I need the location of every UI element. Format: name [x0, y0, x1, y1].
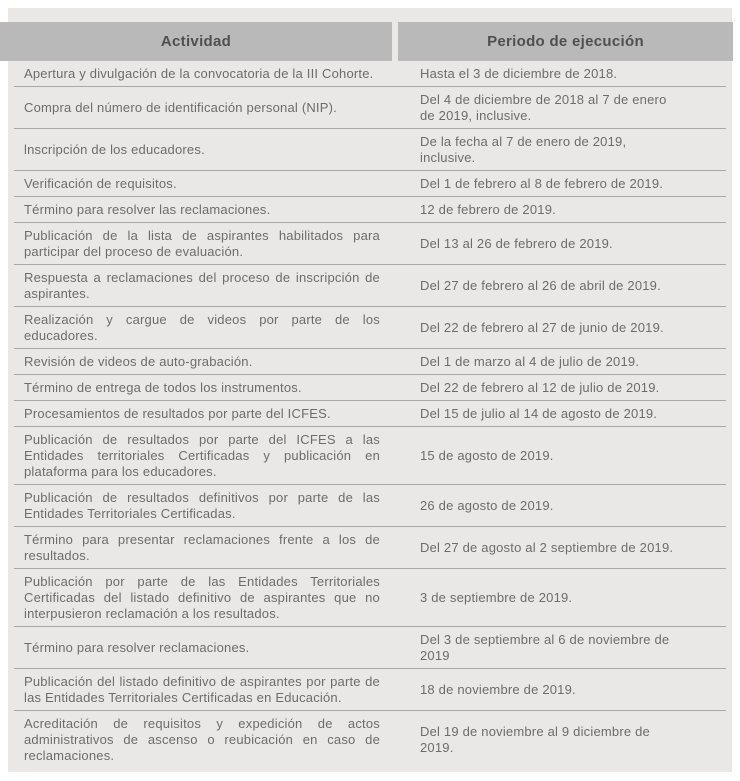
table-row [14, 527, 726, 569]
period-text: Del 27 de agosto al 2 septiembre de 2019. [420, 540, 674, 555]
period-cell [388, 320, 726, 336]
period-cell [388, 202, 726, 218]
period-cell [388, 176, 726, 192]
period-text: Del 22 de febrero al 27 de junio de 2019. [420, 320, 664, 335]
period-cell [388, 682, 726, 698]
period-cell [388, 278, 726, 294]
table-row [14, 349, 726, 375]
activity-cell: Término para resolver reclamaciones. [24, 640, 250, 655]
table-row [14, 401, 726, 427]
activity-cell: Respuesta a reclamaciones del proceso de inscripción de aspirantes. [24, 270, 380, 301]
table-row [14, 265, 726, 307]
period-cell [388, 406, 726, 422]
table-row [14, 307, 726, 349]
activity-cell: Publicación del listado definitivo de aspirantes por parte de las Entidades Territoriales Certificadas en Educación. [24, 674, 380, 705]
period-text: De la fecha al 7 de enero de 2019, inclusive. [420, 134, 627, 165]
period-text: Del 27 de febrero al 26 de abril de 2019. [420, 278, 661, 293]
table-row [14, 569, 726, 627]
period-text: Hasta el 3 de diciembre de 2018. [420, 66, 618, 81]
period-text: Del 15 de julio al 14 de agosto de 2019. [420, 406, 658, 421]
period-cell [388, 236, 726, 252]
period-text: 3 de septiembre de 2019. [420, 590, 573, 605]
period-text: Del 22 de febrero al 12 de julio de 2019. [420, 380, 660, 395]
table-row [14, 375, 726, 401]
period-cell [388, 354, 726, 370]
period-text: Del 4 de diciembre de 2018 al 7 de enero de 2019, inclusive. [420, 92, 667, 123]
table-header-row [0, 22, 733, 61]
activity-cell: Término para resolver las reclamaciones. [24, 202, 271, 217]
period-cell [388, 380, 726, 396]
activity-cell: Procesamientos de resultados por parte del ICFES. [24, 406, 331, 421]
period-text: Del 3 de septiembre al 6 de noviembre de 2019 [420, 632, 670, 663]
activity-cell: Realización y cargue de videos por parte de los educadores. [24, 312, 380, 343]
activity-cell: Publicación de la lista de aspirantes habilitados para participar del proceso de evaluación. [24, 228, 380, 259]
activity-cell: Apertura y divulgación de la convocatoria de la III Cohorte. [24, 66, 374, 81]
activity-cell: Término para presentar reclamaciones frente a los de resultados. [24, 532, 380, 563]
activity-cell: Verificación de requisitos. [24, 176, 177, 191]
table-row [14, 197, 726, 223]
period-cell [388, 498, 726, 514]
activity-cell: Publicación por parte de las Entidades Territoriales Certificadas del listado definitivo de aspirantes que no interpusieron reclamación a los resultados. [24, 574, 380, 621]
period-text: Del 1 de marzo al 4 de julio de 2019. [420, 354, 640, 369]
table-row [14, 61, 726, 87]
activity-cell: Publicación de resultados definitivos por parte de las Entidades Territoriales Certificadas. [24, 490, 380, 521]
column-header-periodo: Periodo de ejecución [398, 22, 733, 61]
column-header-actividad: Actividad [0, 22, 392, 61]
period-text: 15 de agosto de 2019. [420, 448, 554, 463]
period-cell [388, 448, 726, 464]
period-cell [388, 92, 726, 124]
table-row [14, 129, 726, 171]
activity-cell: Publicación de resultados por parte del ICFES a las Entidades territoriales Certificadas y publicación en plataforma para los educadores. [24, 432, 380, 479]
period-text: Del 19 de noviembre al 9 diciembre de 2019. [420, 724, 650, 755]
table-row [14, 711, 726, 778]
activity-cell: Compra del número de identificación personal (NIP). [24, 100, 337, 115]
table-row [14, 627, 726, 669]
period-cell [388, 66, 726, 82]
period-cell [388, 134, 726, 166]
table-row [14, 669, 726, 711]
period-cell [388, 632, 726, 664]
table-row [14, 171, 726, 197]
table-row [14, 427, 726, 485]
table-row [14, 87, 726, 129]
period-text: 18 de noviembre de 2019. [420, 682, 576, 697]
period-text: 26 de agosto de 2019. [420, 498, 554, 513]
period-cell [388, 590, 726, 606]
period-text: 12 de febrero de 2019. [420, 202, 556, 217]
table-row [14, 223, 726, 265]
activity-cell: Acreditación de requisitos y expedición de actos administrativos de ascenso o reubicación en caso de reclamaciones. [24, 716, 380, 763]
schedule-table [8, 61, 732, 778]
period-text: Del 13 al 26 de febrero de 2019. [420, 236, 613, 251]
period-cell [388, 540, 726, 556]
activity-cell: lnscripción de los educadores. [24, 142, 205, 157]
activity-cell: Revisión de videos de auto-grabación. [24, 354, 253, 369]
activity-cell: Término de entrega de todos los instrumentos. [24, 380, 302, 395]
period-text: Del 1 de febrero al 8 de febrero de 2019. [420, 176, 664, 191]
table-row [14, 485, 726, 527]
period-cell [388, 724, 726, 756]
